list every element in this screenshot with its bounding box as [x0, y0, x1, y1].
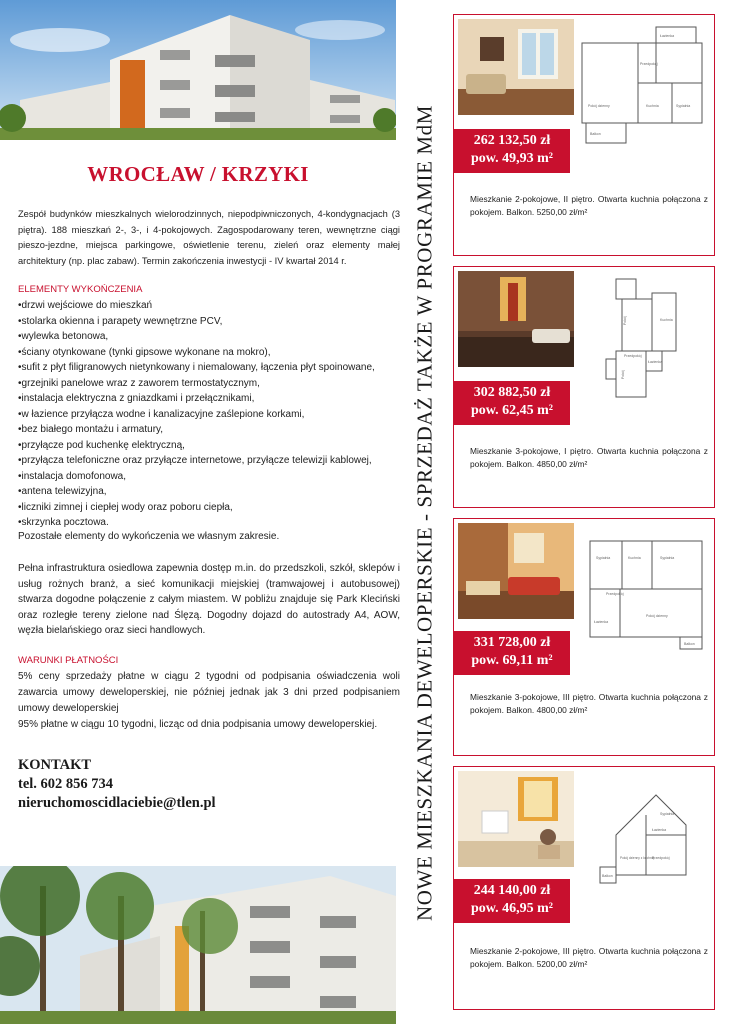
price-box	[454, 631, 570, 675]
feature-item: •instalacja domofonowa,	[18, 470, 127, 482]
payment-terms	[18, 669, 400, 733]
features-list	[18, 298, 400, 531]
plan-label: Balkon	[590, 132, 601, 136]
plan-label: Kuchnia	[660, 318, 673, 322]
listing-card-1[interactable]	[453, 14, 715, 256]
contact-phone[interactable]: tel. 602 856 734	[18, 776, 114, 792]
feature-item: •sufit z płyt filigranowych nietynkowany i niemalowany, łączenia płyt spoinowane,	[18, 362, 375, 373]
plan-label: Sypialnia	[660, 556, 675, 560]
listing-description: Mieszkanie 2-pokojowe, III piętro. Otwarta kuchnia połączona z pokojem. Balkon. 5200,00 zł/m²	[470, 946, 708, 969]
area: pow. 62,45 m²	[471, 403, 553, 418]
feature-item: •stolarka okienna i parapety wewnętrzne PCV,	[18, 315, 223, 327]
payment-term-1: 5% ceny sprzedaży płatne w ciągu 2 tygodni od podpisania oświadczenia woli zawarcia umowy deweloperskiej, nie później jednak jak 3 dni przed podpisaniem umowy deweloperskiej	[18, 671, 400, 714]
plan-label: Kuchnia	[628, 556, 641, 560]
feature-item: •wylewka betonowa,	[18, 331, 109, 342]
plan-label: Pokój	[621, 370, 625, 379]
feature-item: •skrzynka pocztowa.	[18, 517, 109, 528]
contact-email[interactable]: nieruchomoscidlaciebie@tlen.pl	[18, 795, 216, 811]
feature-item: •grzejniki panelowe wraz z zaworem termostatycznym,	[18, 377, 260, 389]
plan-label: Pokój	[623, 316, 627, 325]
feature-item: •antena telewizyjna,	[18, 486, 107, 497]
feature-item: •drzwi wejściowe do mieszkań	[18, 300, 153, 311]
plan-label: Sypialnia	[596, 556, 611, 560]
contact-block	[18, 756, 216, 813]
plan-label: Przedpokój	[606, 592, 624, 596]
plan-label: Łazienka	[652, 828, 667, 832]
plan-label: Łazienka	[660, 34, 675, 38]
plan-label: Sypialnia	[660, 812, 675, 816]
floor-plan	[576, 23, 710, 148]
payment-heading: WARUNKI PŁATNOŚCI	[18, 655, 119, 666]
interior-photo	[458, 771, 574, 867]
plan-label: Łazienka	[648, 360, 663, 364]
plan-label: Przedpokój	[652, 856, 670, 860]
area: pow. 69,11 m²	[471, 653, 553, 668]
plan-label: Pokój dzienny z kuchnią	[620, 856, 655, 860]
plan-label: Pokój dzienny	[588, 104, 610, 108]
payment-term-2: 95% płatne w ciągu 10 tygodni, licząc od dnia podpisania umowy deweloperskiej.	[18, 719, 378, 730]
price: 331 728,00 zł	[473, 635, 551, 650]
plan-label: Balkon	[684, 642, 695, 646]
plan-label: Przedpokój	[640, 62, 658, 66]
area: pow. 49,93 m²	[471, 151, 553, 166]
listing-description: Mieszkanie 2-pokojowe, II piętro. Otwarta kuchnia połączona z pokojem. Balkon. 5250,00 zł/m²	[470, 194, 708, 217]
listing-card-3[interactable]	[453, 518, 715, 756]
building-photo-bottom	[0, 866, 396, 1024]
floor-plan	[576, 527, 710, 652]
listing-card-4[interactable]	[453, 766, 715, 1010]
price-box	[454, 879, 570, 923]
plan-label: Kuchnia	[646, 104, 659, 108]
plan-label: Łazienka	[594, 620, 609, 624]
feature-item: •przyłącza telefoniczne oraz przyłącze internetowe, przyłącze telewizji kablowej,	[18, 455, 372, 466]
feature-item: •bez białego montażu i armatury,	[18, 424, 164, 435]
listing-description: Mieszkanie 3-pokojowe, I piętro. Otwarta kuchnia połączona z pokojem. Balkon. 4850,00 zł/m²	[470, 446, 708, 469]
feature-item: •w łazience przyłącza wodne i kanalizacyjne zaślepione korkami,	[18, 408, 305, 420]
banner-text: NOWE MIESZKANIA DEWELOPERSKIE - SPRZEDAŻ TAKŻE W PROGRAMIE MdM	[412, 104, 437, 922]
plan-label: Sypialnia	[676, 104, 691, 108]
infrastructure-text: Pełna infrastruktura osiedlowa zapewnia dostęp m.in. do przedszkoli, szkół, sklepów i usług rożnych branż, a sieć komunikacji miejskiej (tramwajowej i autobusowej) stwarza dogodne połączenie z całym miastem. W pobliżu znajduje się Park Kleciński oraz rozległe tereny zielone nad Ślęzą. Dogodny dojazd do autostrady A4, AOW, węzła bielańskiego oraz sieci handlowych.	[18, 563, 400, 637]
investment-description: Zespół budynków mieszkalnych wielorodzinnych, niepodpiwniczonych, 4-kondygnacjach (3 piętra). 188 mieszkań 2-, 3-, i 4-pokojowych. Zagospodarowany teren, wewnętrzne ciągi pieszo-jezdne, miejsca parkingowe, oświetlenie terenu, zieleń oraz elementy małej architektury (np. plac zabaw). Termin zakończenia inwestycji - IV kwartał 2014 r.	[18, 209, 400, 266]
floor-plan	[576, 275, 710, 400]
plan-label: Pokój dzienny	[646, 614, 668, 618]
contact-title: KONTAKT	[18, 757, 92, 773]
interior-photo	[458, 271, 574, 367]
building-photo-top	[0, 0, 396, 140]
listing-description: Mieszkanie 3-pokojowe, III piętro. Otwarta kuchnia połączona z pokojem. Balkon. 4800,00 zł/m²	[470, 692, 708, 715]
price-box	[454, 129, 570, 173]
feature-item: •przyłącze pod kuchenkę elektryczną,	[18, 439, 185, 451]
rest-note: Pozostałe elementy do wykończenia we własnym zakresie.	[18, 531, 280, 542]
feature-item: •liczniki zimnej i ciepłej wody oraz poboru ciepła,	[18, 501, 233, 513]
area: pow. 46,95 m²	[471, 901, 553, 916]
price: 262 132,50 zł	[473, 133, 551, 148]
price: 302 882,50 zł	[473, 385, 551, 400]
listing-card-2[interactable]	[453, 266, 715, 508]
plan-label: Przedpokój	[624, 354, 642, 358]
floor-plan	[576, 775, 710, 900]
feature-item: •ściany otynkowane (tynki gipsowe wykonane na mokro),	[18, 346, 271, 358]
interior-photo	[458, 523, 574, 619]
feature-item: •instalacja elektryczna z gniazdkami i przełącznikami,	[18, 393, 255, 404]
plan-label: Balkon	[602, 874, 613, 878]
page-title: WROCŁAW / KRZYKI	[87, 162, 309, 186]
vertical-banner	[405, 12, 445, 1014]
price: 244 140,00 zł	[473, 883, 551, 898]
features-heading: ELEMENTY WYKOŃCZENIA	[18, 284, 143, 295]
price-box	[454, 381, 570, 425]
interior-photo	[458, 19, 574, 115]
